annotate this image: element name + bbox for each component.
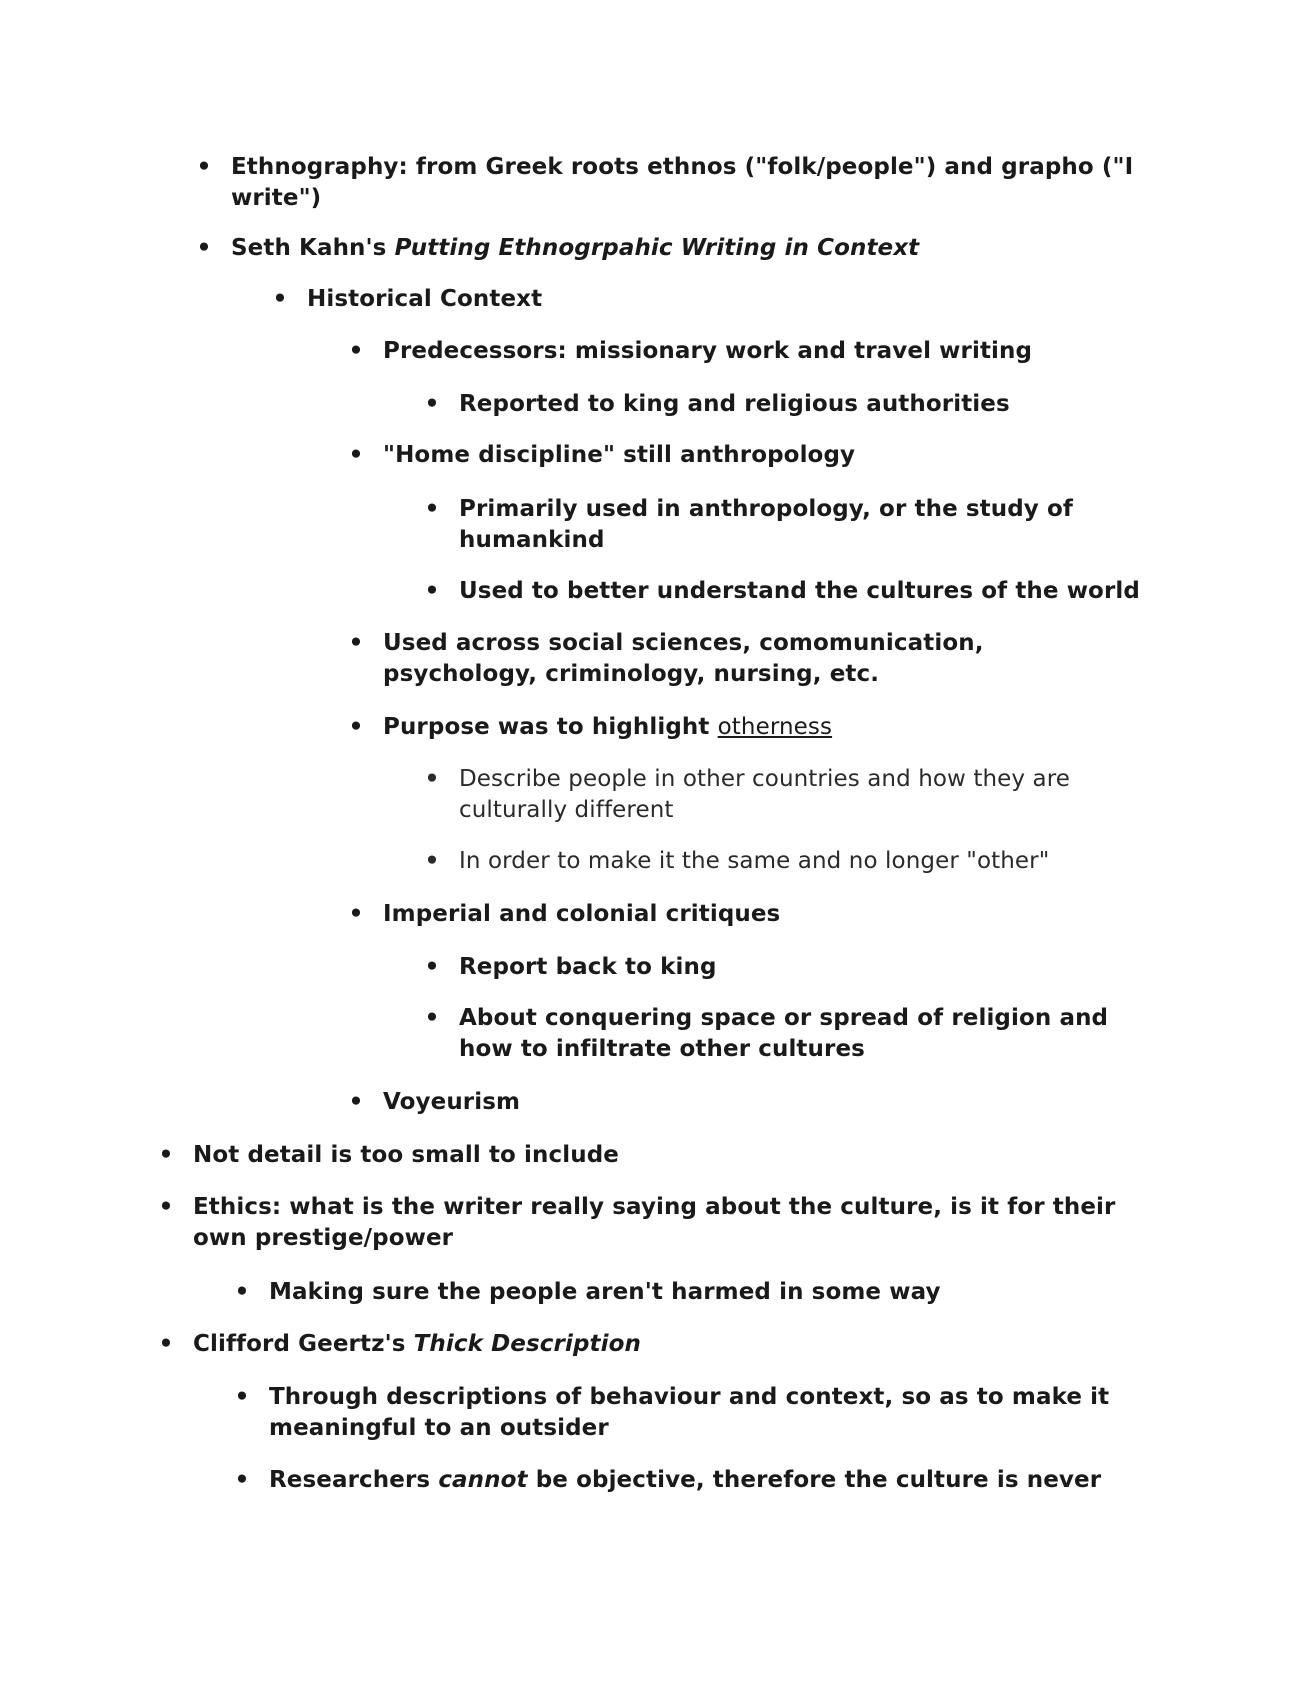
- list-item-text: Making sure the people aren't harmed in some way: [269, 1279, 941, 1305]
- list-item: [424, 494, 1119, 556]
- bullet-icon: •: [424, 766, 440, 792]
- list-item-text-continued: be objective, therefore the culture is never: [527, 1467, 1102, 1493]
- list-item: [348, 440, 1163, 471]
- bullet-icon: •: [158, 1331, 174, 1357]
- bullet-icon: •: [234, 1279, 250, 1305]
- list-item: [234, 1277, 1169, 1308]
- list-item: [348, 628, 1043, 690]
- list-item-text: "Home discipline" still anthropology: [383, 442, 856, 468]
- book-title: Thick Description: [413, 1331, 641, 1357]
- bullet-icon: •: [424, 1005, 440, 1031]
- bullet-icon: •: [158, 1194, 174, 1220]
- list-item: [424, 952, 1179, 983]
- list-item: [196, 233, 1151, 264]
- otherness-underlined: otherness: [717, 714, 833, 740]
- bullet-icon: •: [348, 442, 364, 468]
- emphasis-cannot: cannot: [438, 1467, 528, 1493]
- list-item-text: Predecessors: missionary work and travel writing: [383, 338, 1033, 364]
- list-item-text: In order to make it the same and no longer "other": [459, 848, 1050, 874]
- list-item-text: Voyeurism: [383, 1089, 521, 1115]
- bullet-icon: •: [424, 848, 440, 874]
- list-item: [424, 389, 1179, 420]
- list-item: [196, 152, 1151, 214]
- list-item-text: Ethnography: from Greek roots ethnos ("folk/people") and grapho ("I write"): [231, 154, 1134, 211]
- list-item: [158, 1140, 1153, 1171]
- list-item: [348, 336, 1163, 367]
- list-item-text: Ethics: what is the writer really saying about the culture, is it for their own prestige/power: [193, 1194, 1116, 1251]
- bullet-icon: •: [348, 338, 364, 364]
- list-item: [234, 1465, 1249, 1496]
- list-item-text: Report back to king: [459, 954, 717, 980]
- list-item-text: Through descriptions of behaviour and context, so as to make it meaningful to an outsider: [269, 1384, 1110, 1441]
- list-item: [158, 1192, 1133, 1254]
- bullet-icon: •: [348, 714, 364, 740]
- list-item-text: Primarily used in anthropology, or the study of humankind: [459, 496, 1074, 553]
- list-item-text: Clifford Geertz's: [193, 1331, 414, 1357]
- list-item-text: About conquering space or spread of religion and how to infiltrate other cultures: [459, 1005, 1109, 1062]
- list-item: [424, 764, 1119, 826]
- bullet-icon: •: [158, 1142, 174, 1168]
- bullet-icon: •: [196, 235, 212, 261]
- list-item-text: Used to better understand the cultures of the world: [459, 578, 1140, 604]
- list-item-text: Reported to king and religious authorities: [459, 391, 1010, 417]
- list-item-text: Describe people in other countries and how they are culturally different: [459, 766, 1071, 823]
- bullet-icon: •: [234, 1467, 250, 1493]
- list-item-text: Used across social sciences, comomunication, psychology, criminology, nursing, etc.: [383, 630, 984, 687]
- list-item: [424, 846, 1179, 877]
- bullet-icon: •: [424, 954, 440, 980]
- bullet-icon: •: [272, 286, 288, 312]
- list-item: [272, 284, 1147, 315]
- list-item: [234, 1382, 1129, 1444]
- bullet-icon: •: [196, 154, 212, 180]
- list-item-text: Seth Kahn's: [231, 235, 395, 261]
- list-item-text: Historical Context: [307, 286, 543, 312]
- book-title: Putting Ethnogrpahic Writing in Context: [394, 235, 920, 261]
- bullet-icon: •: [424, 578, 440, 604]
- list-item: [424, 576, 1179, 607]
- bullet-icon: •: [424, 496, 440, 522]
- list-item: [348, 1087, 1163, 1118]
- bullet-icon: •: [348, 630, 364, 656]
- list-item-text: Researchers: [269, 1467, 439, 1493]
- list-item: [424, 1003, 1139, 1065]
- bullet-icon: •: [348, 901, 364, 927]
- list-item-text: Purpose was to highlight: [383, 714, 718, 740]
- bullet-icon: •: [234, 1384, 250, 1410]
- list-item-text: Not detail is too small to include: [193, 1142, 619, 1168]
- bullet-icon: •: [424, 391, 440, 417]
- list-item: [348, 899, 1163, 930]
- bullet-icon: •: [348, 1089, 364, 1115]
- list-item: [348, 712, 1163, 743]
- list-item: [158, 1329, 1153, 1360]
- list-item-text: Imperial and colonial critiques: [383, 901, 781, 927]
